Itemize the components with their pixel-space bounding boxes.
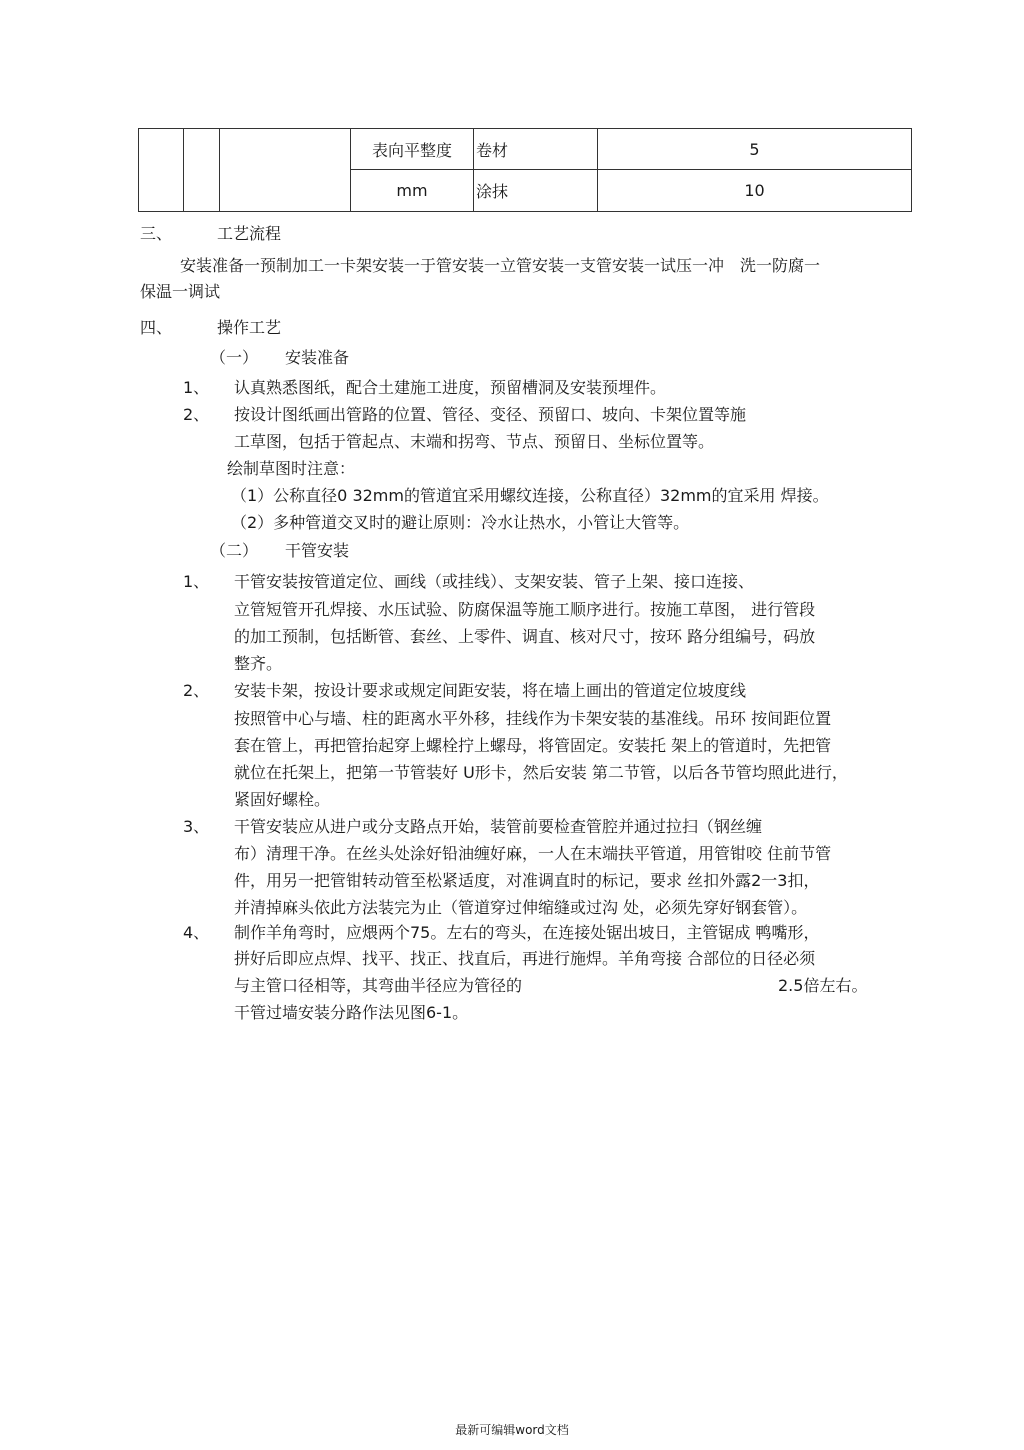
sub1-title: 安装准备 — [285, 348, 350, 367]
sub2-item4-line3b: 2.5倍左右。 — [778, 976, 868, 995]
sub2-title: 干管安装 — [285, 541, 350, 560]
sub1-item2-num: 2、 — [183, 405, 210, 424]
sub1-note2: （2）多种管道交叉时的避让原则：冷水让热水，小管让大管等。 — [231, 513, 690, 532]
table-cell-empty — [220, 129, 351, 212]
sub2-item4-line3a: 与主管口径相等，其弯曲半径应为管径的 — [234, 976, 523, 995]
sub2-item1-num: 1、 — [183, 572, 210, 591]
metric-unit: mm — [351, 170, 474, 212]
spec-table — [138, 128, 912, 212]
sub1-note1: （1）公称直径0 32mm的管道宜采用螺纹连接，公称直径）32mm的宜采用 焊接。 — [231, 486, 829, 505]
sub2-item1-line1: 干管安装按管道定位、画线（或挂线）、支架安装、管子上架、接口连接、 — [234, 572, 755, 591]
sub2-item3-line3: 件，用另一把管钳转动管至松紧适度，对准调直时的标记，要求 丝扣外露2一3扣， — [234, 871, 820, 890]
section4-title: 操作工艺 — [217, 318, 282, 337]
sub2-item1-line3: 的加工预制，包括断管、套丝、上零件、调直、核对尺寸，按环 路分组编号，码放 — [234, 627, 816, 646]
sub2-item3-line2: 布）清理干净。在丝头处涂好铅油缠好麻，一人在末端扶平管道，用管钳咬 住前节管 — [234, 844, 832, 863]
section3-text-line1: 安装准备一预制加工一卡架安装一于管安装一立管安装一支管安装一试压一冲 洗一防腐一 — [180, 256, 821, 275]
metric-label: 表向平整度 — [351, 129, 474, 170]
sub2-item4-line2: 拼好后即应点焊、找平、找正、找直后，再进行施焊。羊角弯接 合部位的日径必须 — [234, 949, 816, 968]
sub1-item2-line2: 工草图，包括于管起点、末端和拐弯、节点、预留日、坐标位置等。 — [234, 432, 715, 451]
sub2-item3-line4: 并清掉麻头依此方法装完为止（管道穿过伸缩缝或过沟 处，必须先穿好钢套管）。 — [234, 898, 808, 917]
sub2-item2-num: 2、 — [183, 681, 210, 700]
section3-title: 工艺流程 — [217, 224, 282, 243]
sub2-item3-num: 3、 — [183, 817, 210, 836]
sub2-label: （二） — [210, 541, 259, 560]
table-cell-empty — [184, 129, 220, 212]
sub2-item1-line2: 立管短管开孔焊接、水压试验、防腐保温等施工顺序进行。按施工草图， 进行管段 — [234, 600, 816, 619]
sub1-note-title: 绘制草图时注意： — [227, 459, 356, 478]
section3-number: 三、 — [140, 224, 173, 243]
sub2-item2-line5: 紧固好螺栓。 — [234, 790, 331, 809]
row1-value: 5 — [598, 129, 912, 170]
sub2-item2-line1: 安装卡架，按设计要求或规定间距安装，将在墙上画出的管道定位坡度线 — [234, 681, 747, 700]
sub2-item1-line4: 整齐。 — [234, 654, 283, 673]
row2-type: 涂抹 — [474, 170, 598, 212]
sub2-item3-line1: 干管安装应从进户或分支路点开始，装管前要检查管腔并通过拉扫（钢丝缠 — [234, 817, 763, 836]
sub1-item1-num: 1、 — [183, 378, 210, 397]
section3-text-line2: 保温一调试 — [140, 282, 221, 301]
row2-value: 10 — [598, 170, 912, 212]
table-cell-empty — [139, 129, 184, 212]
footer-text: 最新可编辑word文档 — [455, 1423, 569, 1437]
sub2-item2-line3: 套在管上，再把管抬起穿上螺栓拧上螺母，将管固定。安装托 架上的管道时，先把管 — [234, 736, 832, 755]
sub2-item2-line4: 就位在托架上，把第一节管装好 U形卡，然后安装 第二节管，以后各节管均照此进行， — [234, 763, 848, 782]
sub1-item1-text: 认真熟悉图纸，配合土建施工进度，预留槽洞及安装预埋件。 — [234, 378, 667, 397]
sub2-item4-line1: 制作羊角弯时，应煨两个75。左右的弯头，在连接处锯出坡日，主管锯成 鸭嘴形， — [234, 923, 820, 942]
section4-number: 四、 — [140, 318, 173, 337]
sub1-item2-line1: 按设计图纸画出管路的位置、管径、变径、预留口、坡向、卡架位置等施 — [234, 405, 747, 424]
row1-type: 卷材 — [474, 129, 598, 170]
sub1-label: （一） — [210, 348, 259, 367]
sub2-item4-line4: 干管过墙安装分路作法见图6-1。 — [234, 1003, 469, 1022]
sub2-item2-line2: 按照管中心与墙、柱的距离水平外移，挂线作为卡架安装的基准线。吊环 按间距位置 — [234, 709, 832, 728]
sub2-item4-num: 4、 — [183, 923, 210, 942]
